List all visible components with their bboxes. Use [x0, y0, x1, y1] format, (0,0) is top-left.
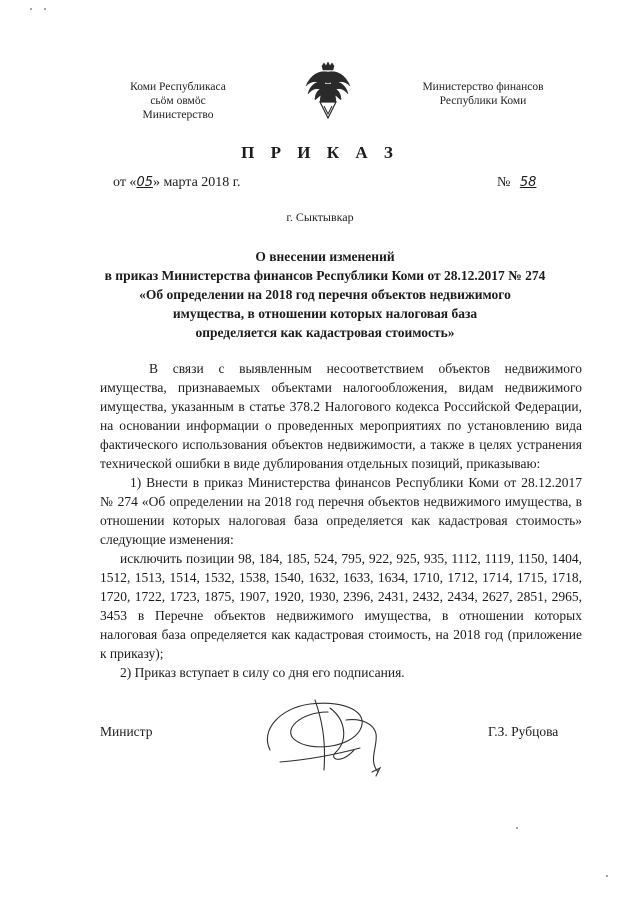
- order-body: [100, 359, 582, 682]
- body-item-1: 1) Внести в приказ Министерства финансов Республики Коми от 28.12.2017 № 274 «Об определении на 2018 год перечня объектов недвижимого имущества, в отношении которых налоговая база определяется как кадастровая стоимость» следующие изменения:: [100, 475, 582, 547]
- number-prefix: №: [497, 175, 511, 190]
- scan-speck: [516, 827, 518, 829]
- header-left-line: Коми Республикаса: [130, 81, 226, 93]
- header-right-line: Республики Коми: [439, 95, 527, 107]
- subject-line: имущества, в отношении которых налоговая база: [172, 306, 478, 321]
- header-left-line: сьӧм овмӧс: [150, 95, 206, 107]
- order-subject: [95, 247, 555, 342]
- scan-speck: [606, 875, 608, 877]
- scan-speck: [30, 8, 32, 10]
- subject-line: «Об определении на 2018 год перечня объектов недвижимого: [139, 287, 511, 302]
- body-paragraph-preamble: В связи с выявленным несоответствием объектов недвижимого имущества, признаваемых объектами налогообложения, видам недвижимого имущества, указанным в статье 378.2 Налогового кодекса Российской Федерации, на основании информации о проведенных мероприятиях по установлению вида фактического использования объектов недвижимости, а также в целях устранения технической ошибки в виде дублирования отдельных позиций, приказываю:: [100, 361, 582, 471]
- order-number: [497, 175, 542, 191]
- header-right-line: Министерство финансов: [422, 81, 544, 93]
- city: г. Сыктывкар: [286, 210, 354, 224]
- coat-of-arms-emblem: [300, 62, 356, 122]
- subject-line: в приказ Министерства финансов Республики Коми от 28.12.2017 № 274: [104, 268, 546, 283]
- signer-position: Министр: [100, 724, 153, 739]
- subject-line: О внесении изменений: [255, 249, 395, 264]
- body-item-1-detail: исключить позиции 98, 184, 185, 524, 795, 922, 925, 935, 1112, 1119, 1150, 1404, 1512, 1513, 1514, 1532, 1538, 1540, 1632, 1633, 1634, 1710, 1712, 1714, 1715, 1718, 1720, 1722, 1723, 1875, 1907, 1920, 1930, 2396, 2431, 2432, 2434, 2627, 2851, 2965, 3453 в Перечне объектов недвижимого имущества, в отношении которых налоговая база определяется как кадастровая стоимость, на 2018 год (приложение к приказу);: [100, 551, 582, 661]
- scan-speck: [44, 8, 46, 10]
- subject-line: определяется как кадастровая стоимость»: [195, 325, 455, 340]
- date-prefix: от «: [113, 175, 137, 190]
- header-right-org: [398, 80, 568, 108]
- signer-name: Г.З. Рубцова: [488, 724, 559, 739]
- date-suffix: » марта 2018 г.: [152, 175, 241, 190]
- handwritten-signature: [250, 690, 410, 780]
- number-value-handwritten: 58: [519, 175, 537, 190]
- order-date: [113, 175, 240, 191]
- body-item-2: 2) Приказ вступает в силу со дня его подписания.: [120, 665, 405, 680]
- document-title: П Р И К А З: [241, 143, 399, 162]
- header-left-org: [108, 80, 248, 122]
- header-left-line: Министерство: [142, 109, 214, 121]
- date-day-handwritten: 05: [136, 175, 153, 190]
